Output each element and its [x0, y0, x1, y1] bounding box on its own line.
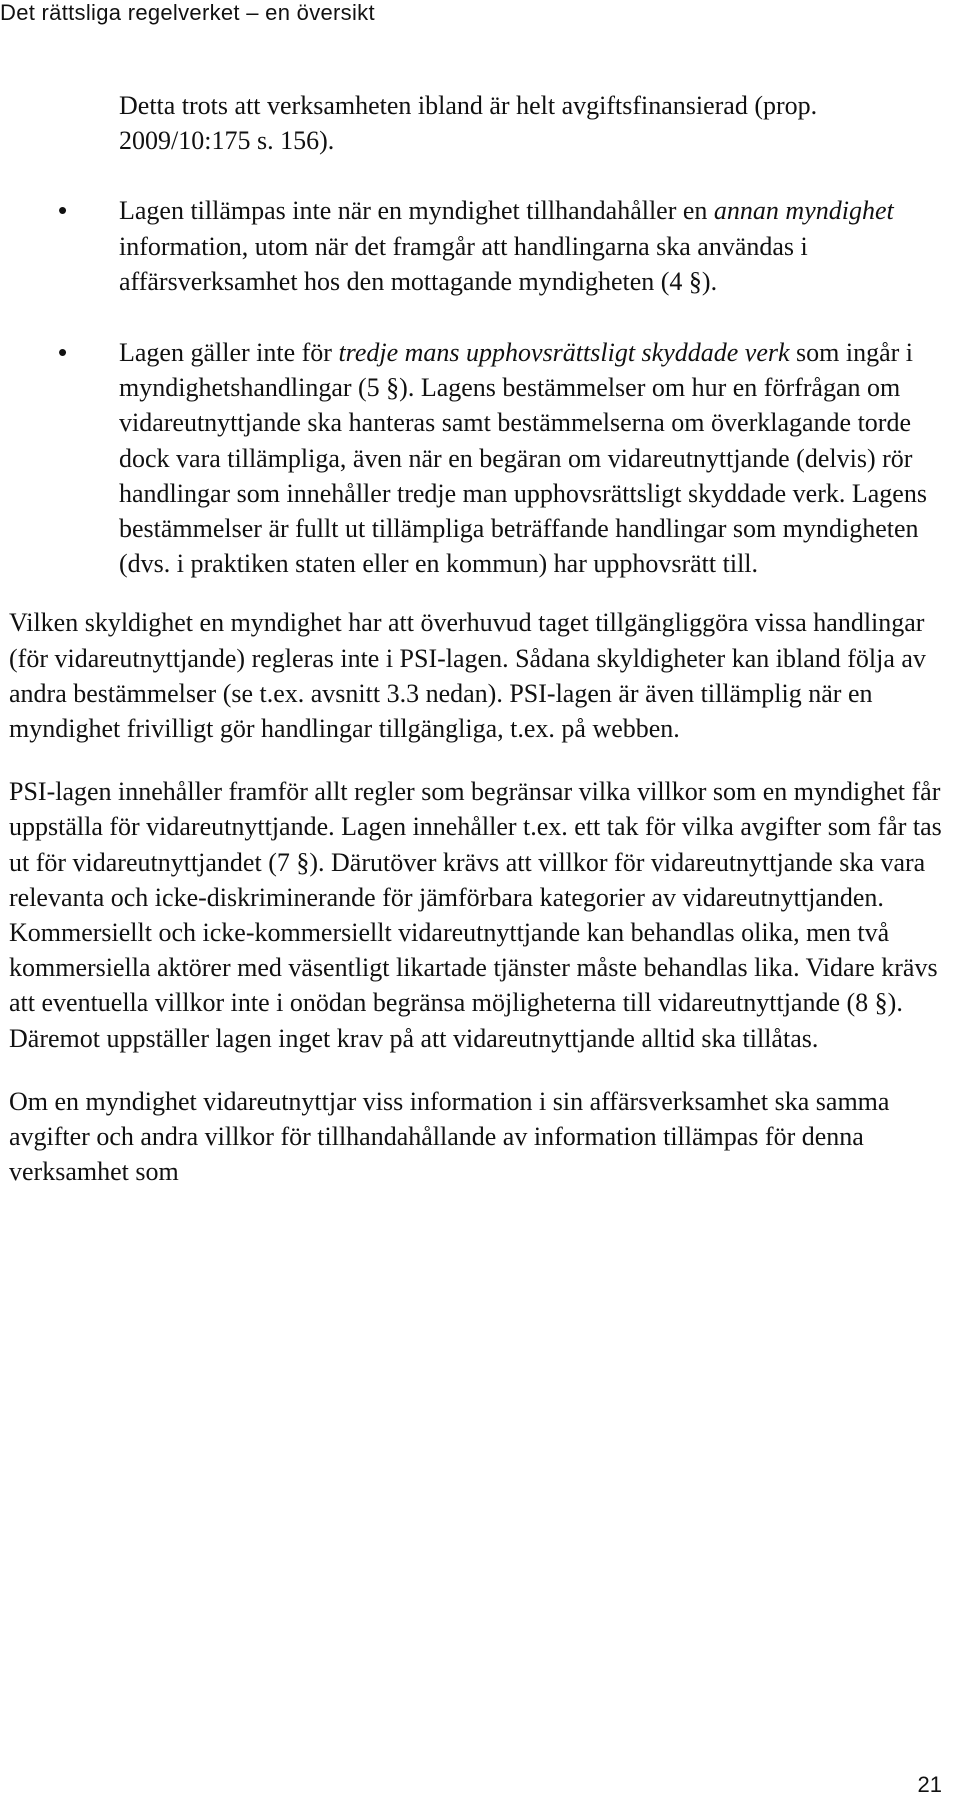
- page-number: 21: [917, 1772, 942, 1797]
- list-item: [9, 193, 944, 299]
- intro-paragraph: Detta trots att verksamheten ibland är helt avgiftsfinansierad (prop. 2009/10:175 s. 156).: [119, 91, 818, 156]
- bullet-icon: •: [58, 337, 68, 368]
- document-body: [9, 88, 944, 1189]
- bullet-emphasis: annan myndighet: [713, 196, 894, 226]
- body-paragraph: PSI-lagen innehåller framför allt regler som begränsar vilka villkor som en myndighet får uppställa för vidareutnyttjande. Lagen innehåller t.ex. ett tak för vilka avgifter som får tas ut för vidareutnyttjandet (7 §). Därutöver krävs att villkor för vidareutnyttjande ska vara relevanta och icke-diskriminerande för jämförbara kategorier av vidareutnyttjanden. Kommersiellt och icke-kommersiellt vidareutnyttjande kan behandlas olika, men två kommersiella aktörer med väsentligt likartade tjänster måste behandlas lika. Vidare krävs att eventuella villkor inte i onödan begränsa möjligheterna till vidareutnyttjande (8 §). Däremot uppställer lagen inget krav på att vidareutnyttjande alltid ska tillåtas.: [9, 777, 942, 1053]
- bullet-text-after: som ingår i myndighetshandlingar (5 §). Lagens bestämmelser om hur en förfrågan om vidareutnyttjande ska hanteras samt bestämmelserna om överklagande torde dock vara tillämpliga, även när en begäran om vidareutnyttjande (delvis) rör handlingar som innehåller tredje man upphovsrättsligt skyddade verk. Lagens bestämmelser är fullt ut tillämpliga beträffande handlingar som myndigheten (dvs. i praktiken staten eller en kommun) har upphovsrätt till.: [119, 338, 927, 579]
- bullet-text: [119, 338, 927, 578]
- body-paragraph: Vilken skyldighet en myndighet har att överhuvud taget tillgängliggöra vissa handlingar (för vidareutnyttjande) regleras inte i PSI-lagen. Sådana skyldigheter kan ibland följa av andra bestämmelser (se t.ex. avsnitt 3.3 nedan). PSI-lagen är även tillämplig när en myndighet frivilligt gör handlingar tillgängliga, t.ex. på webben.: [9, 608, 926, 744]
- bullet-text-before: Lagen tillämpas inte när en myndighet tillhandahåller en: [119, 196, 714, 226]
- bullet-text: [119, 196, 894, 295]
- running-header: Det rättsliga regelverket – en översikt: [0, 0, 375, 25]
- bullet-list: [9, 193, 944, 581]
- bullet-emphasis: tredje mans upphovsrättsligt skyddade verk: [338, 338, 790, 368]
- body-paragraph: Om en myndighet vidareutnyttjar viss information i sin affärsverksamhet ska samma avgifter och andra villkor för tillhandahållande av information tillämpas för denna verksamhet som: [9, 1086, 890, 1187]
- list-item: [9, 335, 944, 581]
- bullet-text-before: Lagen gäller inte för: [119, 338, 339, 368]
- bullet-icon: •: [58, 195, 68, 226]
- bullet-text-after: information, utom när det framgår att handlingarna ska användas i affärsverksamhet hos den mottagande myndigheten (4 §).: [119, 231, 808, 296]
